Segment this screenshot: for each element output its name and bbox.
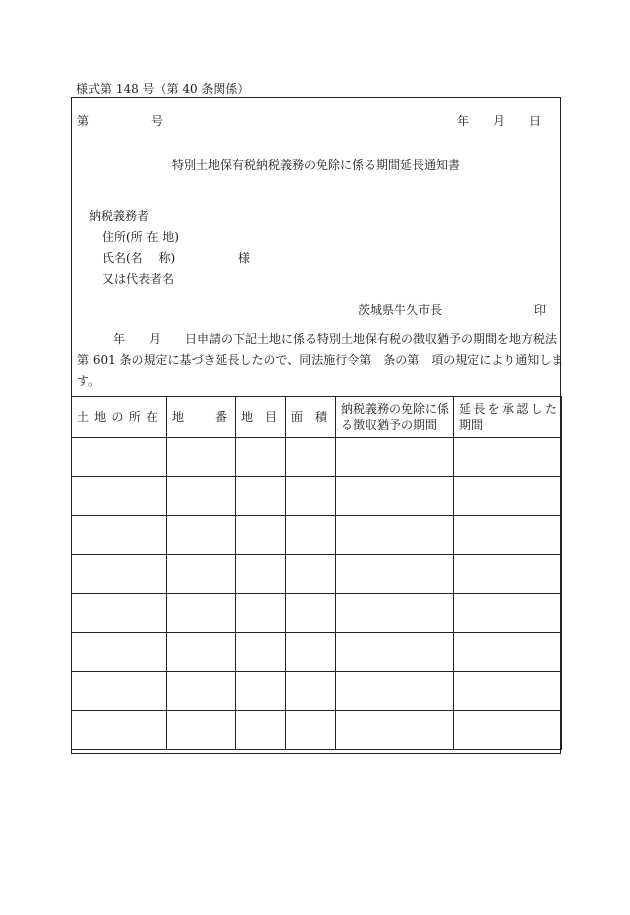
- location-cell[interactable]: [72, 438, 167, 477]
- deferral-period-cell[interactable]: [336, 477, 454, 516]
- extension-period-cell[interactable]: [454, 438, 562, 477]
- location-cell[interactable]: [72, 672, 167, 711]
- number-prefix: 第: [77, 114, 90, 128]
- date-year: 年: [457, 114, 470, 128]
- table-row: [72, 594, 562, 633]
- deferral-period-cell[interactable]: [336, 516, 454, 555]
- number-suffix: 号: [151, 114, 164, 128]
- notice-form-frame: [71, 97, 564, 754]
- location-cell[interactable]: [72, 594, 167, 633]
- location-cell[interactable]: [72, 555, 167, 594]
- document-title: 特別土地保有税納税義務の免除に係る期間延長通知書: [171, 158, 460, 172]
- body-line-2: 第 601 条の規定に基づき延長したので、同法施行令第 条の第 項の規定により通知しま: [77, 353, 564, 367]
- body-line-1: 年 月 日申請の下記土地に係る特別土地保有税の徴収猶予の期間を地方税法: [77, 332, 558, 346]
- location-cell[interactable]: [72, 477, 167, 516]
- deferral-period-cell[interactable]: [336, 594, 454, 633]
- location-cell[interactable]: [72, 633, 167, 672]
- lot-number-cell[interactable]: [167, 438, 236, 477]
- deferral-period-cell[interactable]: [336, 438, 454, 477]
- area-cell[interactable]: [286, 672, 336, 711]
- table-header-row: [72, 397, 562, 438]
- address-label: 住所(所 在 地): [102, 230, 179, 244]
- extension-period-cell[interactable]: [454, 555, 562, 594]
- seal-mark: 印: [534, 303, 547, 317]
- date-day: 日: [529, 114, 542, 128]
- taxpayer-heading: 納税義務者: [89, 209, 150, 223]
- area-cell[interactable]: [286, 633, 336, 672]
- table-row: [72, 477, 562, 516]
- table-row: [72, 516, 562, 555]
- lot-number-cell[interactable]: [167, 555, 236, 594]
- lot-number-cell[interactable]: [167, 516, 236, 555]
- area-cell[interactable]: [286, 477, 336, 516]
- form-number-label: 様式第 148 号（第 40 条関係）: [76, 82, 250, 96]
- table-row: [72, 438, 562, 477]
- deferral-period-cell[interactable]: [336, 672, 454, 711]
- lot-number-cell[interactable]: [167, 672, 236, 711]
- mayor-name: 茨城県牛久市長: [358, 303, 443, 317]
- land-category-cell[interactable]: [236, 477, 286, 516]
- area-cell[interactable]: [286, 711, 336, 750]
- deferral-period-cell[interactable]: [336, 711, 454, 750]
- header-area: 面 積: [286, 397, 336, 438]
- notice-body: [77, 329, 564, 392]
- extension-period-cell[interactable]: [454, 594, 562, 633]
- deferral-period-cell[interactable]: [336, 555, 454, 594]
- header-deferral-period: 納税義務の免除に係 る徴収猶予の期間: [336, 397, 454, 438]
- extension-period-cell[interactable]: [454, 711, 562, 750]
- table-row: [72, 711, 562, 750]
- area-cell[interactable]: [286, 555, 336, 594]
- extension-period-cell[interactable]: [454, 633, 562, 672]
- land-category-cell[interactable]: [236, 438, 286, 477]
- location-cell[interactable]: [72, 516, 167, 555]
- date-month: 月: [493, 114, 506, 128]
- header-lot-number: 地 番: [167, 397, 236, 438]
- land-category-cell[interactable]: [236, 711, 286, 750]
- header-extension-period: 延 長 を 承 認 し た 期間: [454, 397, 562, 438]
- land-table: [71, 396, 562, 750]
- location-cell[interactable]: [72, 711, 167, 750]
- header-location: 土 地 の 所 在: [72, 397, 167, 438]
- name-label: 氏名(名 称): [102, 251, 176, 265]
- land-category-cell[interactable]: [236, 516, 286, 555]
- body-line-3: す。: [77, 374, 101, 388]
- table-row: [72, 555, 562, 594]
- honorific-sama: 様: [238, 251, 251, 265]
- lot-number-cell[interactable]: [167, 633, 236, 672]
- table-row: [72, 672, 562, 711]
- table-row: [72, 633, 562, 672]
- lot-number-cell[interactable]: [167, 594, 236, 633]
- extension-period-cell[interactable]: [454, 516, 562, 555]
- area-cell[interactable]: [286, 516, 336, 555]
- lot-number-cell[interactable]: [167, 477, 236, 516]
- extension-period-cell[interactable]: [454, 672, 562, 711]
- lot-number-cell[interactable]: [167, 711, 236, 750]
- land-category-cell[interactable]: [236, 633, 286, 672]
- land-category-cell[interactable]: [236, 555, 286, 594]
- land-category-cell[interactable]: [236, 594, 286, 633]
- land-table-body: [72, 438, 562, 750]
- area-cell[interactable]: [286, 594, 336, 633]
- land-category-cell[interactable]: [236, 672, 286, 711]
- extension-period-cell[interactable]: [454, 477, 562, 516]
- area-cell[interactable]: [286, 438, 336, 477]
- header-land-category: 地 目: [236, 397, 286, 438]
- representative-label: 又は代表者名: [102, 272, 175, 286]
- deferral-period-cell[interactable]: [336, 633, 454, 672]
